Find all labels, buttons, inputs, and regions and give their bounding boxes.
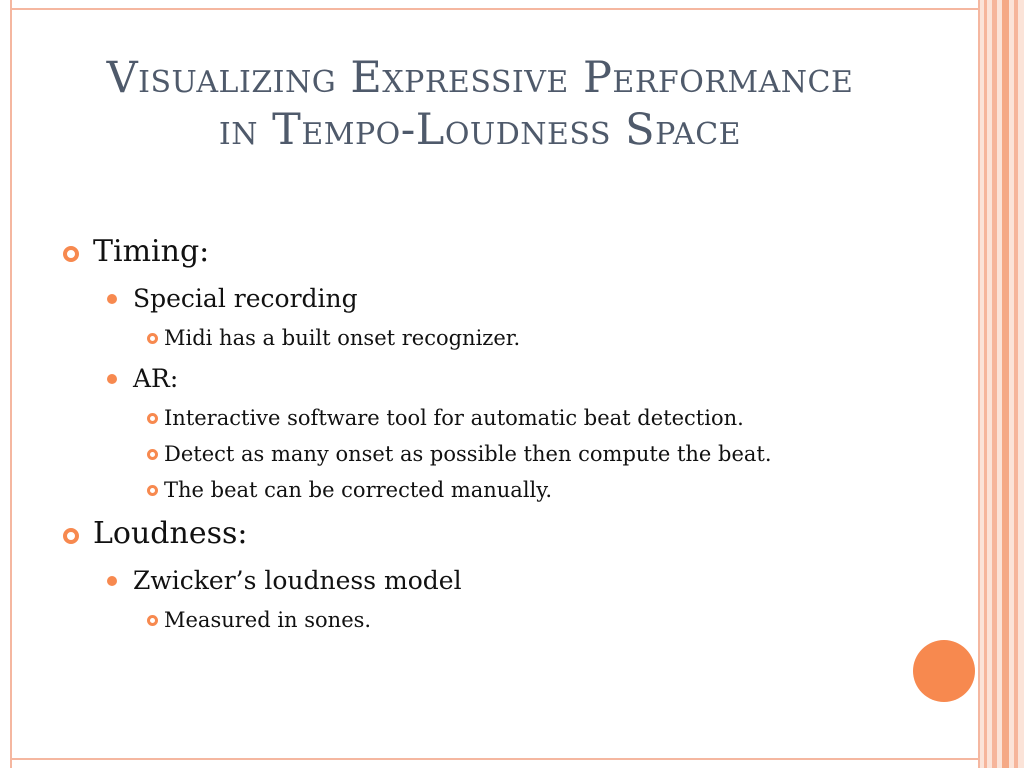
slide-border-left [10,0,12,768]
bullet-special-recording-label: Special recording [133,284,358,313]
bullet-ar-item [60,440,900,468]
decorative-stripes [980,0,1024,768]
dot-bullet-icon [107,294,117,304]
dot-bullet-icon [107,374,117,384]
slide-content [60,232,900,634]
slide-border-top [10,8,980,10]
bullet-midi [60,324,900,352]
bullet-zwicker [60,564,900,598]
bullet-ar [60,362,900,396]
bullet-measured [60,606,900,634]
slide-title [40,52,920,156]
bullet-timing [60,232,900,272]
decorative-circle [913,640,975,702]
stripe [992,0,997,768]
bullet-special-recording [60,282,900,316]
ring-bullet-icon [147,333,158,344]
ring-bullet-icon [147,615,158,626]
bullet-ar-item-label: Detect as many onset as possible then compute the beat. [164,442,772,466]
stripe [1002,0,1009,768]
slide-title-line2: in Tempo-Loudness Space [218,105,742,155]
ring-bullet-icon [63,246,79,262]
bullet-ar-item-label: Interactive software tool for automatic beat detection. [164,406,744,430]
dot-bullet-icon [107,576,117,586]
bullet-ar-label: AR: [133,364,179,393]
bullet-zwicker-label: Zwicker’s loudness model [133,566,462,595]
bullet-loudness-label: Loudness: [93,516,248,551]
bullet-ar-item [60,476,900,504]
ring-bullet-icon [147,485,158,496]
bullet-ar-item-label: The beat can be corrected manually. [164,478,553,502]
stripe [984,0,987,768]
spacer [60,504,900,514]
bullet-measured-label: Measured in sones. [164,608,372,632]
bullet-midi-label: Midi has a built onset recognizer. [164,326,521,350]
bullet-loudness [60,514,900,554]
ring-bullet-icon [63,528,79,544]
ring-bullet-icon [147,449,158,460]
ring-bullet-icon [147,413,158,424]
bullet-ar-item [60,404,900,432]
slide-border-bottom [10,758,980,760]
bullet-timing-label: Timing: [93,234,210,269]
slide-title-line1: Visualizing Expressive Performance [106,53,854,103]
stripe [1014,0,1018,768]
